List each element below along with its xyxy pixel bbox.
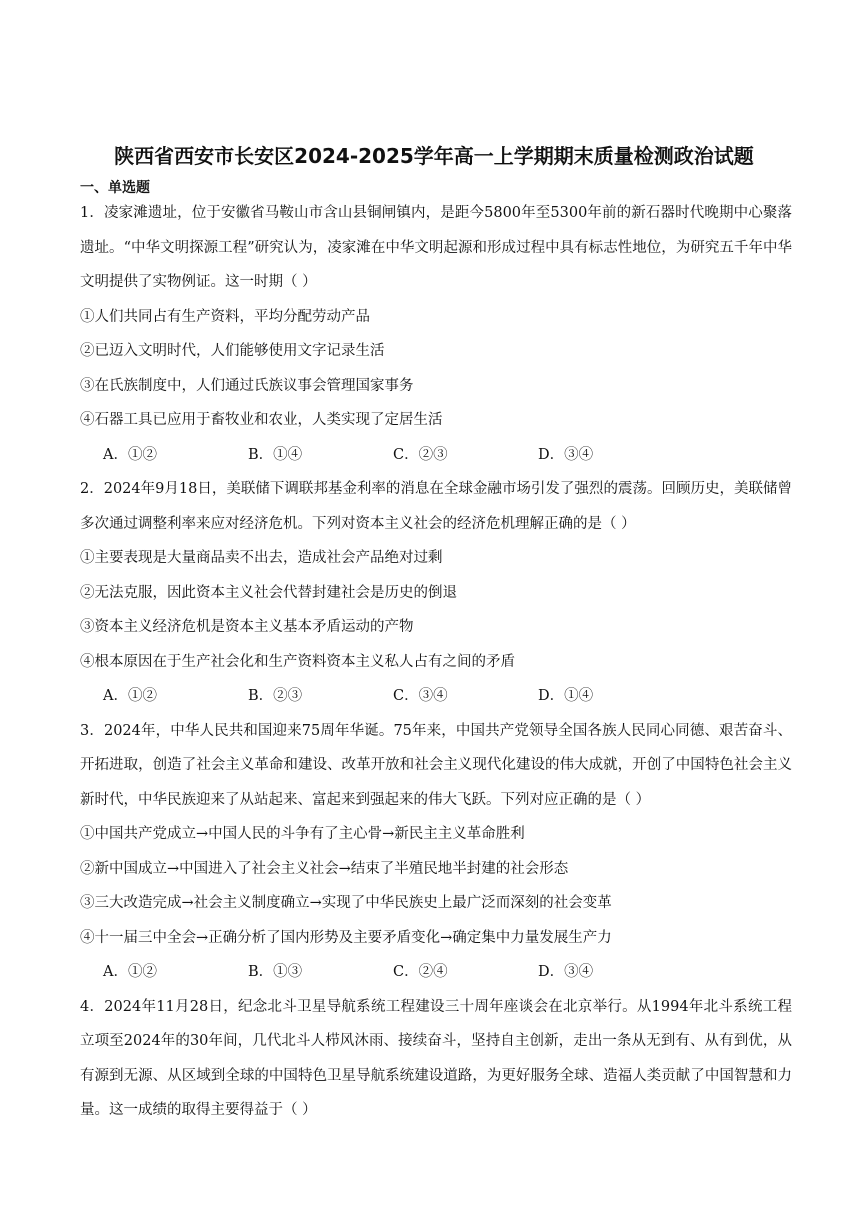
choice-a: A．①② (103, 964, 157, 980)
choice-d: D．③④ (538, 446, 594, 463)
statement-option: ①主要表现是大量商品卖不出去，造成社会产品绝对过剩 (80, 550, 443, 566)
choice-c: C．③④ (393, 688, 448, 704)
choice-a: A．①② (103, 688, 157, 704)
section-heading: 一、单选题 (80, 180, 150, 196)
statement-option: ③在氏族制度中，人们通过氏族议事会管理国家事务 (80, 377, 414, 394)
question-2 (80, 472, 792, 714)
answer-choices (80, 679, 792, 714)
choice-b: B．②③ (248, 688, 303, 704)
statement-option: ②已迈入文明时代，人们能够使用文字记录生活 (80, 343, 385, 359)
page-title: 陕西省西安市长安区2024-2025学年高一上学期期末质量检测政治试题 (114, 144, 754, 168)
choice-d: D．①④ (538, 688, 594, 704)
question-stem: 1．凌家滩遗址，位于安徽省马鞍山市含山县铜闸镇内，是距今5800年至5300年前的新石器时代晚期中心聚落遗址。“中华文明探源工程”研究认为，凌家滩在中华文明起源和形成过程中具有标志性地位，为研究五千年中华文明提供了实物例证。这一时期（ ） (80, 205, 792, 290)
choice-b: B．①③ (248, 964, 303, 980)
choice-c: C．②④ (393, 964, 448, 980)
statement-option: ③三大改造完成→社会主义制度确立→实现了中华民族史上最广泛而深刻的社会变革 (80, 895, 612, 911)
choice-b: B．①④ (248, 446, 303, 463)
statement-option: ③资本主义经济危机是资本主义基本矛盾运动的产物 (80, 619, 414, 635)
question-stem: 4．2024年11月28日，纪念北斗卫星导航系统工程建设三十周年座谈会在北京举行。从1994年北斗系统工程立项至2024年的30年间，几代北斗人栉风沐雨、接续奋斗，坚持自主创新，走出一条从无到有、从有到优，从有源到无源、从区域到全球的中国特色卫星导航系统建设道路，为更好服务全球、造福人类贡献了中国智慧和力量。这一成绩的取得主要得益于（ ） (80, 998, 792, 1118)
statement-option: ②无法克服，因此资本主义社会代替封建社会是历史的倒退 (80, 584, 457, 601)
question-stem: 2．2024年9月18日，美联储下调联邦基金利率的消息在全球金融市场引发了强烈的震荡。回顾历史，美联储曾多次通过调整利率来应对经济危机。下列对资本主义社会的经济危机理解正确的是（ ） (80, 481, 792, 532)
choice-c: C．②③ (393, 446, 448, 463)
statement-option: ①中国共产党成立→中国人民的斗争有了主心骨→新民主主义革命胜利 (80, 826, 525, 842)
question-stem: 3．2024年，中华人民共和国迎来75周年华诞。75年来，中国共产党领导全国各族人民同心同德、艰苦奋斗、开拓进取，创造了社会主义革命和建设、改革开放和社会主义现代化建设的伟大成就，开创了中国特色社会主义新时代，中华民族迎来了从站起来、富起来到强起来的伟大飞跃。下列对应正确的是（ ） (80, 722, 792, 808)
question-list (80, 196, 792, 1128)
choice-d: D．③④ (538, 964, 594, 980)
statement-option: ④根本原因在于生产社会化和生产资料资本主义私人占有之间的矛盾 (80, 653, 515, 670)
question-3 (80, 714, 792, 990)
answer-choices (80, 955, 792, 990)
answer-choices (80, 438, 792, 473)
statement-option: ④石器工具已应用于畜牧业和农业，人类实现了定居生活 (80, 412, 443, 428)
question-4 (80, 990, 792, 1128)
statement-option: ①人们共同占有生产资料，平均分配劳动产品 (80, 308, 370, 325)
statement-option: ②新中国成立→中国进入了社会主义社会→结束了半殖民地半封建的社会形态 (80, 860, 569, 877)
question-1 (80, 196, 792, 472)
choice-a: A．①② (103, 446, 157, 463)
statement-option: ④十一届三中全会→正确分析了国内形势及主要矛盾变化→确定集中力量发展生产力 (80, 929, 612, 946)
